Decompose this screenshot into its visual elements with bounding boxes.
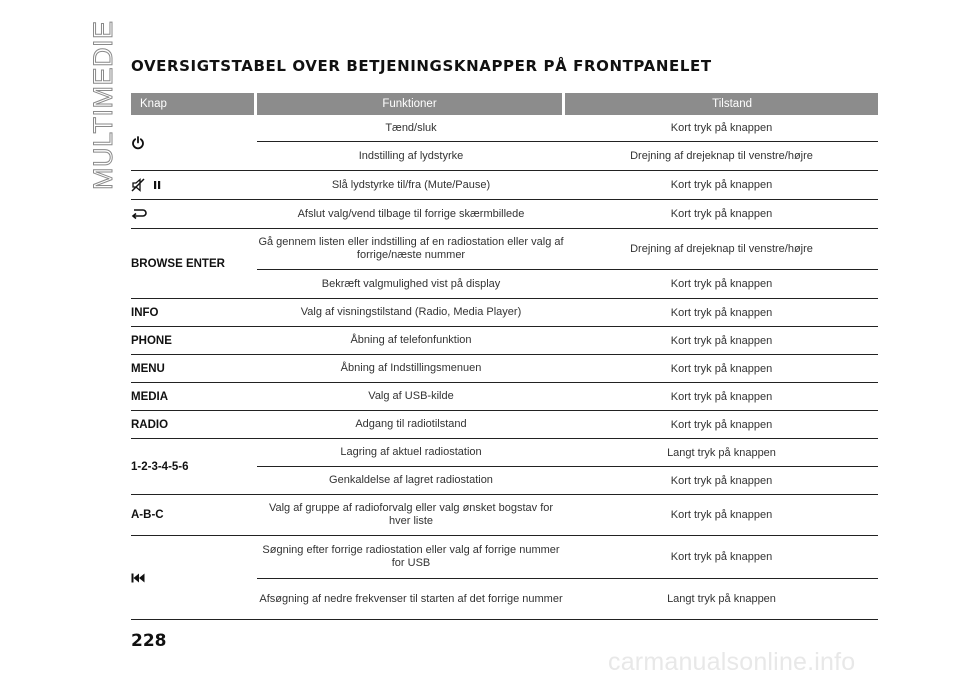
function-cell: Åbning af Indstillingsmenuen (340, 362, 482, 374)
function-cell: Valg af USB-kilde (368, 390, 454, 402)
key-cell (131, 200, 257, 228)
function-cell: Afsøgning af nedre frekvenser til starten af det forrige nummer (259, 592, 563, 605)
table-row (257, 536, 878, 578)
table-row-group (131, 115, 878, 171)
state-cell: Langt tryk på knappen (667, 593, 776, 605)
power-icon (131, 136, 145, 150)
state-cell: Kort tryk på knappen (670, 179, 773, 191)
table-row-group (131, 200, 878, 229)
previous-track-icon (131, 573, 145, 583)
key-cell (131, 171, 257, 199)
page-title: OVERSIGTSTABEL OVER BETJENINGSKNAPPER PÅ FRONTPANELET (131, 57, 712, 75)
table-row (257, 495, 878, 535)
state-cell: Kort tryk på knappen (670, 418, 773, 431)
table-row-group (131, 411, 878, 439)
state-cell: Kort tryk på knappen (670, 306, 773, 319)
function-cell: Valg af gruppe af radioforvalg eller valg ønsket bogstav for hver liste (268, 502, 554, 527)
table-row (257, 355, 878, 382)
state-cell: Kort tryk på knappen (670, 122, 773, 134)
table-row (257, 229, 878, 269)
table-row (257, 200, 878, 228)
state-cell: Kort tryk på knappen (670, 551, 773, 563)
header-knap: Knap (131, 93, 254, 115)
table-row (257, 299, 878, 326)
key-cell: BROWSE ENTER (131, 257, 225, 270)
table-row (257, 327, 878, 354)
state-cell: Drejning af drejeknap til venstre/højre (630, 150, 813, 162)
table-row (257, 269, 878, 298)
controls-table (131, 93, 878, 620)
function-cell: Søgning efter forrige radiostation eller valg af forrige nummer for USB (262, 544, 560, 569)
state-cell: Kort tryk på knappen (670, 390, 773, 403)
function-cell: Bekræft valgmulighed vist på display (321, 277, 501, 290)
key-cell: A-B-C (131, 509, 164, 521)
table-row (257, 466, 878, 494)
table-row-group (131, 327, 878, 355)
table-row-group (131, 439, 878, 495)
function-cell: Genkaldelse af lagret radiostation (329, 474, 493, 486)
state-cell: Langt tryk på knappen (667, 446, 776, 459)
function-cell: Indstilling af lydstyrke (358, 149, 464, 162)
table-row (257, 115, 878, 141)
table-row-group (131, 536, 878, 620)
function-cell: Afslut valg/vend tilbage til forrige skærmbillede (297, 207, 525, 220)
table-row (257, 411, 878, 438)
key-cell: PHONE (131, 334, 172, 347)
key-cell: MENU (131, 362, 165, 375)
function-cell: Lagring af aktuel radiostation (340, 446, 482, 458)
table-row (257, 141, 878, 170)
mute-pause-icon (131, 178, 165, 192)
watermark: carmanualsonline.info (608, 648, 856, 676)
page-number: 228 (131, 631, 167, 651)
state-cell: Kort tryk på knappen (670, 474, 773, 487)
state-cell: Kort tryk på knappen (670, 278, 773, 290)
function-cell: Tænd/sluk (385, 121, 437, 134)
state-cell: Kort tryk på knappen (670, 208, 773, 220)
table-row (257, 383, 878, 410)
table-row (257, 578, 878, 619)
function-cell: Valg af visningstilstand (Radio, Media Player) (300, 306, 522, 318)
table-row-group (131, 299, 878, 327)
table-row-group (131, 229, 878, 299)
table-row-group (131, 355, 878, 383)
function-cell: Slå lydstyrke til/fra (Mute/Pause) (331, 178, 491, 191)
state-cell: Drejning af drejeknap til venstre/højre (630, 243, 813, 255)
function-cell: Adgang til radiotilstand (355, 418, 467, 430)
table-row-group (131, 383, 878, 411)
table-row (257, 171, 878, 199)
header-tilstand: Tilstand (565, 93, 878, 115)
state-cell: Kort tryk på knappen (670, 509, 773, 521)
key-cell (131, 536, 257, 619)
header-funktioner: Funktioner (257, 93, 562, 115)
back-arrow-icon (131, 208, 147, 220)
key-cell: INFO (131, 306, 159, 319)
function-cell: Gå gennem listen eller indstilling af en radiostation eller valg af forrige/næste nummer (258, 236, 564, 261)
table-row-group (131, 495, 878, 536)
state-cell: Kort tryk på knappen (670, 334, 773, 347)
section-label-text: MULTIMEDIE (88, 20, 118, 190)
table-header (131, 93, 878, 115)
table-row (257, 439, 878, 466)
key-cell: RADIO (131, 418, 169, 431)
key-cell: 1-2-3-4-5-6 (131, 460, 189, 473)
key-cell: MEDIA (131, 390, 169, 403)
key-cell (131, 115, 257, 170)
state-cell: Kort tryk på knappen (670, 362, 773, 375)
section-label (84, 20, 118, 190)
table-row-group (131, 171, 878, 200)
function-cell: Åbning af telefonfunktion (350, 334, 472, 346)
